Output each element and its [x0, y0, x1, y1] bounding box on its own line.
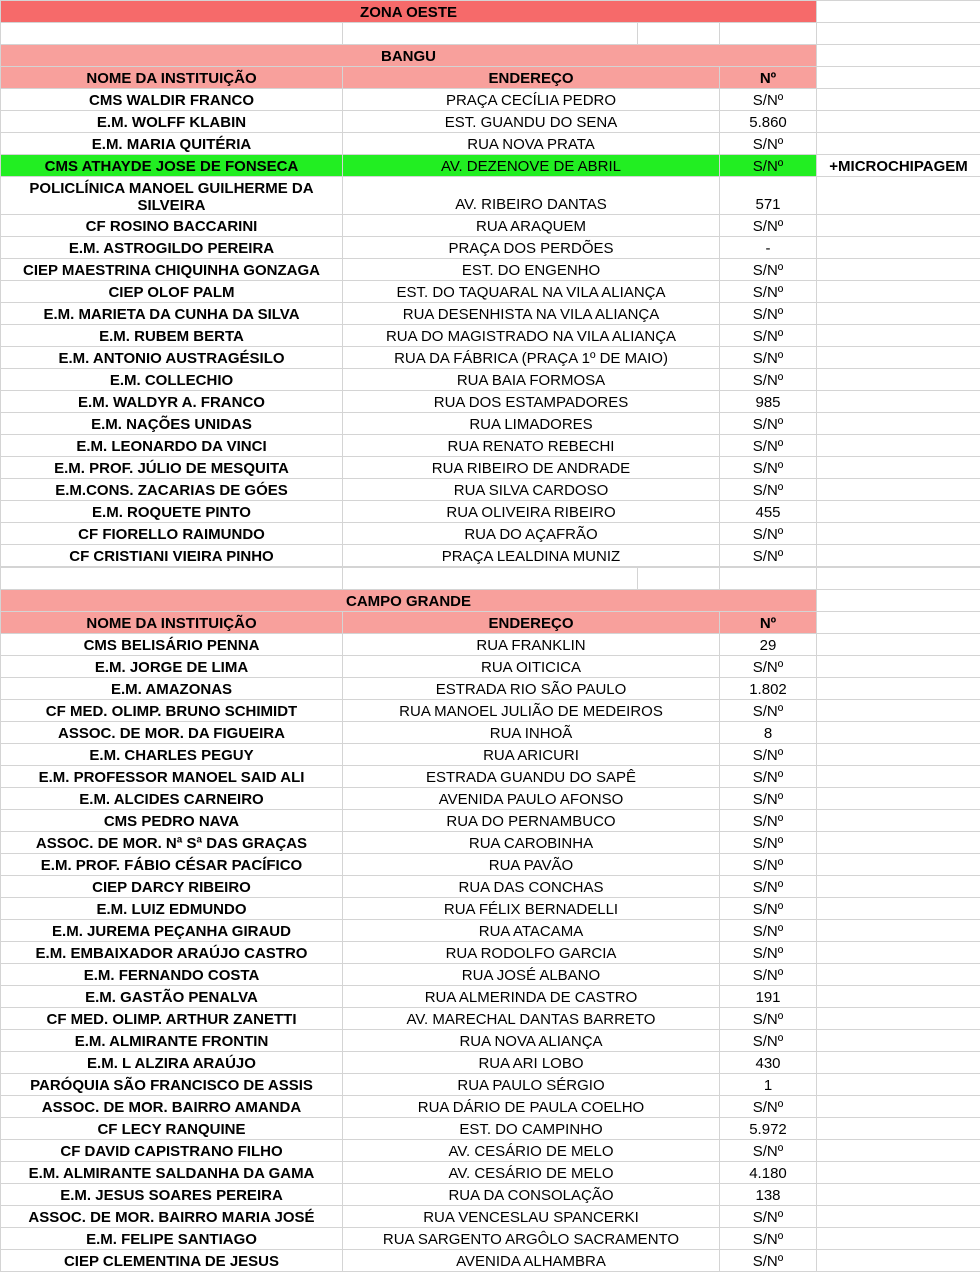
institution-name-cell[interactable]: ASSOC. DE MOR. Nª Sª DAS GRAÇAS — [1, 832, 343, 854]
empty-cell[interactable] — [817, 612, 980, 634]
empty-cell[interactable] — [817, 568, 980, 590]
table-row — [1, 1030, 980, 1052]
empty-cell[interactable] — [817, 656, 980, 678]
address-cell[interactable]: RUA DO MAGISTRADO NA VILA ALIANÇA — [343, 325, 720, 347]
institution-name-cell[interactable]: E.M. FELIPE SANTIAGO — [1, 1228, 343, 1250]
institution-name-cell[interactable]: CF MED. OLIMP. BRUNO SCHIMIDT — [1, 700, 343, 722]
zone-title[interactable]: ZONA OESTE — [1, 1, 817, 23]
empty-cell[interactable] — [817, 590, 980, 612]
table-row — [1, 347, 980, 369]
table-row — [1, 722, 980, 744]
institution-name-cell[interactable]: E.M.CONS. ZACARIAS DE GÓES — [1, 479, 343, 501]
empty-cell[interactable] — [638, 23, 720, 45]
section-title-row-bangu — [1, 45, 980, 67]
section-title-row-campo-grande — [1, 590, 980, 612]
empty-cell[interactable] — [817, 1052, 980, 1074]
institution-name-cell[interactable]: E.M. AMAZONAS — [1, 678, 343, 700]
table-row — [1, 457, 980, 479]
address-cell[interactable]: RUA ARI LOBO — [343, 1052, 720, 1074]
address-cell[interactable]: RUA DOS ESTAMPADORES — [343, 391, 720, 413]
table-row — [1, 1074, 980, 1096]
address-cell[interactable]: RUA FRANKLIN — [343, 634, 720, 656]
number-cell[interactable]: S/Nº — [720, 259, 817, 281]
spacer-row — [1, 568, 980, 590]
address-cell[interactable]: RUA SARGENTO ARGÔLO SACRAMENTO — [343, 1228, 720, 1250]
table-row — [1, 435, 980, 457]
number-cell[interactable]: 4.180 — [720, 1162, 817, 1184]
empty-cell[interactable] — [817, 347, 980, 369]
address-cell[interactable]: AV. RIBEIRO DANTAS — [343, 177, 720, 215]
table-row — [1, 766, 980, 788]
number-cell[interactable]: 571 — [720, 177, 817, 215]
table-row — [1, 1140, 980, 1162]
number-cell[interactable]: S/Nº — [720, 155, 817, 177]
number-cell[interactable]: S/Nº — [720, 325, 817, 347]
empty-cell[interactable] — [817, 1228, 980, 1250]
institution-name-cell[interactable]: E.M. ASTROGILDO PEREIRA — [1, 237, 343, 259]
number-cell[interactable]: S/Nº — [720, 810, 817, 832]
empty-cell[interactable] — [817, 678, 980, 700]
empty-cell[interactable] — [1, 568, 343, 590]
spreadsheet-table-campo-grande — [0, 567, 980, 1272]
number-cell[interactable]: S/Nº — [720, 1250, 817, 1272]
number-cell[interactable]: 5.972 — [720, 1118, 817, 1140]
number-cell[interactable]: S/Nº — [720, 1140, 817, 1162]
table-row — [1, 111, 980, 133]
institution-name-cell[interactable]: E.M. FERNANDO COSTA — [1, 964, 343, 986]
table-row — [1, 413, 980, 435]
institution-name-cell[interactable]: CF DAVID CAPISTRANO FILHO — [1, 1140, 343, 1162]
address-cell[interactable]: RUA OITICICA — [343, 656, 720, 678]
institution-name-cell[interactable]: E.M. GASTÃO PENALVA — [1, 986, 343, 1008]
number-cell[interactable]: 1 — [720, 1074, 817, 1096]
table-row — [1, 501, 980, 523]
address-cell[interactable]: RUA OLIVEIRA RIBEIRO — [343, 501, 720, 523]
address-cell[interactable]: RUA JOSÉ ALBANO — [343, 964, 720, 986]
address-cell[interactable]: EST. DO CAMPINHO — [343, 1118, 720, 1140]
empty-cell[interactable] — [817, 1162, 980, 1184]
number-cell[interactable]: S/Nº — [720, 744, 817, 766]
table-row — [1, 744, 980, 766]
institution-name-cell[interactable]: CF MED. OLIMP. ARTHUR ZANETTI — [1, 1008, 343, 1030]
address-cell[interactable]: RUA LIMADORES — [343, 413, 720, 435]
empty-cell[interactable] — [817, 634, 980, 656]
institution-name-cell[interactable]: E.M. CHARLES PEGUY — [1, 744, 343, 766]
empty-cell[interactable] — [817, 1250, 980, 1272]
column-header-row-bangu — [1, 67, 980, 89]
number-cell[interactable]: S/Nº — [720, 942, 817, 964]
number-cell[interactable]: S/Nº — [720, 920, 817, 942]
institution-name-cell[interactable]: E.M. PROF. JÚLIO DE MESQUITA — [1, 457, 343, 479]
empty-cell[interactable] — [817, 325, 980, 347]
table-row — [1, 788, 980, 810]
number-cell[interactable]: S/Nº — [720, 545, 817, 567]
empty-cell[interactable] — [817, 1008, 980, 1030]
column-header-row-campo-grande — [1, 612, 980, 634]
empty-cell[interactable] — [817, 133, 980, 155]
empty-cell[interactable] — [817, 391, 980, 413]
institution-name-cell[interactable]: E.M. L ALZIRA ARAÚJO — [1, 1052, 343, 1074]
address-cell[interactable]: RUA RODOLFO GARCIA — [343, 942, 720, 964]
table-row — [1, 1118, 980, 1140]
address-cell[interactable]: AV. DEZENOVE DE ABRIL — [343, 155, 720, 177]
address-cell[interactable]: AV. CESÁRIO DE MELO — [343, 1140, 720, 1162]
address-cell[interactable]: RUA INHOÃ — [343, 722, 720, 744]
institution-name-cell[interactable]: CMS PEDRO NAVA — [1, 810, 343, 832]
number-cell[interactable]: S/Nº — [720, 369, 817, 391]
empty-cell[interactable] — [817, 413, 980, 435]
empty-cell[interactable] — [817, 435, 980, 457]
institution-name-cell[interactable]: E.M. COLLECHIO — [1, 369, 343, 391]
number-cell[interactable]: S/Nº — [720, 876, 817, 898]
number-cell[interactable]: S/Nº — [720, 303, 817, 325]
institution-name-cell[interactable]: PARÓQUIA SÃO FRANCISCO DE ASSIS — [1, 1074, 343, 1096]
table-row — [1, 1008, 980, 1030]
institution-name-cell[interactable]: CIEP OLOF PALM — [1, 281, 343, 303]
address-cell[interactable]: RUA ALMERINDA DE CASTRO — [343, 986, 720, 1008]
number-cell[interactable]: S/Nº — [720, 133, 817, 155]
table-row — [1, 1184, 980, 1206]
table-row — [1, 523, 980, 545]
number-cell[interactable]: S/Nº — [720, 1206, 817, 1228]
table-row — [1, 369, 980, 391]
table-row — [1, 986, 980, 1008]
institution-name-cell[interactable]: CIEP CLEMENTINA DE JESUS — [1, 1250, 343, 1272]
spreadsheet-table — [0, 0, 980, 567]
address-cell[interactable]: RUA PAULO SÉRGIO — [343, 1074, 720, 1096]
table-row — [1, 964, 980, 986]
empty-cell[interactable] — [817, 501, 980, 523]
empty-cell[interactable] — [817, 23, 980, 45]
empty-cell[interactable] — [817, 810, 980, 832]
number-cell[interactable]: 138 — [720, 1184, 817, 1206]
empty-cell[interactable] — [817, 45, 980, 67]
empty-cell[interactable] — [817, 964, 980, 986]
table-row — [1, 854, 980, 876]
institution-name-cell[interactable]: E.M. NAÇÕES UNIDAS — [1, 413, 343, 435]
empty-cell[interactable] — [817, 303, 980, 325]
number-cell[interactable]: 191 — [720, 986, 817, 1008]
section-title-campo-grande[interactable]: CAMPO GRANDE — [1, 590, 817, 612]
table-row — [1, 1250, 980, 1272]
institution-name-cell[interactable]: ASSOC. DE MOR. BAIRRO MARIA JOSÉ — [1, 1206, 343, 1228]
table-row — [1, 177, 980, 215]
institution-name-cell[interactable]: ASSOC. DE MOR. BAIRRO AMANDA — [1, 1096, 343, 1118]
institution-name-cell[interactable]: E.M. LEONARDO DA VINCI — [1, 435, 343, 457]
institution-name-cell[interactable]: CMS WALDIR FRANCO — [1, 89, 343, 111]
empty-cell[interactable] — [817, 854, 980, 876]
number-cell[interactable]: S/Nº — [720, 457, 817, 479]
address-cell[interactable]: RUA ATACAMA — [343, 920, 720, 942]
institution-name-cell[interactable]: POLICLÍNICA MANOEL GUILHERME DA SILVEIRA — [1, 177, 343, 215]
number-cell[interactable]: S/Nº — [720, 215, 817, 237]
table-row — [1, 215, 980, 237]
number-cell[interactable]: S/Nº — [720, 964, 817, 986]
institution-name-cell[interactable]: E.M. JUREMA PEÇANHA GIRAUD — [1, 920, 343, 942]
institution-name-cell[interactable]: CF LECY RANQUINE — [1, 1118, 343, 1140]
institution-name-cell[interactable]: CMS BELISÁRIO PENNA — [1, 634, 343, 656]
empty-cell[interactable] — [343, 23, 638, 45]
empty-cell[interactable] — [817, 920, 980, 942]
number-cell[interactable]: 29 — [720, 634, 817, 656]
address-cell[interactable]: RUA NOVA ALIANÇA — [343, 1030, 720, 1052]
address-cell[interactable]: RUA ARAQUEM — [343, 215, 720, 237]
institution-name-cell[interactable]: E.M. LUIZ EDMUNDO — [1, 898, 343, 920]
empty-cell[interactable] — [638, 568, 720, 590]
number-cell[interactable]: S/Nº — [720, 523, 817, 545]
number-cell[interactable]: S/Nº — [720, 1096, 817, 1118]
empty-cell[interactable] — [343, 568, 638, 590]
table-row — [1, 810, 980, 832]
table-row — [1, 545, 980, 567]
empty-cell[interactable] — [817, 523, 980, 545]
institution-name-cell[interactable]: E.M. JORGE DE LIMA — [1, 656, 343, 678]
institution-name-cell[interactable]: E.M. ALCIDES CARNEIRO — [1, 788, 343, 810]
address-cell[interactable]: RUA DA CONSOLAÇÃO — [343, 1184, 720, 1206]
table-row — [1, 1206, 980, 1228]
address-cell[interactable]: EST. GUANDU DO SENA — [343, 111, 720, 133]
table-row — [1, 942, 980, 964]
column-header-number[interactable]: Nº — [720, 612, 817, 634]
section-title-bangu[interactable]: BANGU — [1, 45, 817, 67]
number-cell[interactable]: S/Nº — [720, 700, 817, 722]
address-cell[interactable]: RUA ARICURI — [343, 744, 720, 766]
institution-name-cell[interactable]: CIEP MAESTRINA CHIQUINHA GONZAGA — [1, 259, 343, 281]
address-cell[interactable]: PRAÇA DOS PERDÕES — [343, 237, 720, 259]
table-row — [1, 832, 980, 854]
empty-cell[interactable] — [817, 1184, 980, 1206]
institution-name-cell[interactable]: E.M. ALMIRANTE SALDANHA DA GAMA — [1, 1162, 343, 1184]
table-row — [1, 700, 980, 722]
empty-cell[interactable] — [817, 744, 980, 766]
table-row — [1, 634, 980, 656]
table-row — [1, 479, 980, 501]
empty-cell[interactable] — [817, 281, 980, 303]
table-row — [1, 303, 980, 325]
address-cell[interactable]: RUA DESENHISTA NA VILA ALIANÇA — [343, 303, 720, 325]
number-cell[interactable]: S/Nº — [720, 89, 817, 111]
institution-name-cell[interactable]: E.M. PROF. FÁBIO CÉSAR PACÍFICO — [1, 854, 343, 876]
table-row — [1, 259, 980, 281]
empty-cell[interactable] — [817, 1118, 980, 1140]
address-cell[interactable]: RUA CAROBINHA — [343, 832, 720, 854]
number-cell[interactable]: S/Nº — [720, 898, 817, 920]
institution-name-cell[interactable]: E.M. EMBAIXADOR ARAÚJO CASTRO — [1, 942, 343, 964]
empty-cell[interactable] — [1, 23, 343, 45]
column-header-address[interactable]: ENDEREÇO — [343, 67, 720, 89]
institution-name-cell[interactable]: CMS ATHAYDE JOSE DE FONSECA — [1, 155, 343, 177]
address-cell[interactable]: RUA DO AÇAFRÃO — [343, 523, 720, 545]
address-cell[interactable]: RUA VENCESLAU SPANCERKI — [343, 1206, 720, 1228]
empty-cell[interactable] — [817, 67, 980, 89]
table-row — [1, 325, 980, 347]
address-cell[interactable]: AV. CESÁRIO DE MELO — [343, 1162, 720, 1184]
institution-name-cell[interactable]: E.M. WOLFF KLABIN — [1, 111, 343, 133]
number-cell[interactable]: 5.860 — [720, 111, 817, 133]
table-row — [1, 391, 980, 413]
column-header-name[interactable]: NOME DA INSTITUIÇÃO — [1, 612, 343, 634]
table-row — [1, 1052, 980, 1074]
institution-name-cell[interactable]: E.M. JESUS SOARES PEREIRA — [1, 1184, 343, 1206]
empty-cell[interactable] — [817, 876, 980, 898]
address-cell[interactable]: RUA DA FÁBRICA (PRAÇA 1º DE MAIO) — [343, 347, 720, 369]
address-cell[interactable]: RUA FÉLIX BERNADELLI — [343, 898, 720, 920]
address-cell[interactable]: AV. MARECHAL DANTAS BARRETO — [343, 1008, 720, 1030]
number-cell[interactable]: 1.802 — [720, 678, 817, 700]
empty-cell[interactable] — [817, 111, 980, 133]
empty-cell[interactable] — [817, 722, 980, 744]
number-cell[interactable]: S/Nº — [720, 479, 817, 501]
address-cell[interactable]: RUA SILVA CARDOSO — [343, 479, 720, 501]
address-cell[interactable]: RUA DAS CONCHAS — [343, 876, 720, 898]
empty-cell[interactable] — [817, 479, 980, 501]
number-cell[interactable]: S/Nº — [720, 281, 817, 303]
table-row — [1, 1162, 980, 1184]
empty-cell[interactable] — [817, 457, 980, 479]
empty-cell[interactable] — [817, 259, 980, 281]
empty-cell[interactable] — [817, 369, 980, 391]
number-cell[interactable]: 455 — [720, 501, 817, 523]
institution-name-cell[interactable]: CF ROSINO BACCARINI — [1, 215, 343, 237]
number-cell[interactable]: S/Nº — [720, 788, 817, 810]
empty-cell[interactable] — [817, 1140, 980, 1162]
address-cell[interactable]: PRAÇA LEALDINA MUNIZ — [343, 545, 720, 567]
empty-cell[interactable] — [817, 942, 980, 964]
address-cell[interactable]: PRAÇA CECÍLIA PEDRO — [343, 89, 720, 111]
address-cell[interactable]: ESTRADA RIO SÃO PAULO — [343, 678, 720, 700]
institution-name-cell[interactable]: E.M. MARIETA DA CUNHA DA SILVA — [1, 303, 343, 325]
number-cell[interactable]: 8 — [720, 722, 817, 744]
institution-name-cell[interactable]: E.M. ANTONIO AUSTRAGÉSILO — [1, 347, 343, 369]
number-cell[interactable]: S/Nº — [720, 854, 817, 876]
number-cell[interactable]: S/Nº — [720, 413, 817, 435]
column-header-number[interactable]: Nº — [720, 67, 817, 89]
number-cell[interactable]: S/Nº — [720, 832, 817, 854]
empty-cell[interactable] — [817, 700, 980, 722]
number-cell[interactable]: 985 — [720, 391, 817, 413]
address-cell[interactable]: RUA RENATO REBECHI — [343, 435, 720, 457]
empty-cell[interactable] — [817, 832, 980, 854]
number-cell[interactable]: - — [720, 237, 817, 259]
empty-cell[interactable] — [720, 23, 817, 45]
table-row — [1, 678, 980, 700]
empty-cell[interactable] — [817, 766, 980, 788]
institution-name-cell[interactable]: E.M. PROFESSOR MANOEL SAID ALI — [1, 766, 343, 788]
table-row — [1, 898, 980, 920]
number-cell[interactable]: S/Nº — [720, 1228, 817, 1250]
address-cell[interactable]: RUA DÁRIO DE PAULA COELHO — [343, 1096, 720, 1118]
table-row — [1, 133, 980, 155]
spacer-row — [1, 23, 980, 45]
institution-name-cell[interactable]: CIEP DARCY RIBEIRO — [1, 876, 343, 898]
institution-name-cell[interactable]: E.M. WALDYR A. FRANCO — [1, 391, 343, 413]
address-cell[interactable]: RUA MANOEL JULIÃO DE MEDEIROS — [343, 700, 720, 722]
address-cell[interactable]: RUA DO PERNAMBUCO — [343, 810, 720, 832]
empty-cell[interactable] — [817, 986, 980, 1008]
table-row — [1, 876, 980, 898]
institution-name-cell[interactable]: ASSOC. DE MOR. DA FIGUEIRA — [1, 722, 343, 744]
address-cell[interactable]: AVENIDA ALHAMBRA — [343, 1250, 720, 1272]
table-row — [1, 89, 980, 111]
empty-cell[interactable] — [720, 568, 817, 590]
column-header-address[interactable]: ENDEREÇO — [343, 612, 720, 634]
institution-name-cell[interactable]: CF FIORELLO RAIMUNDO — [1, 523, 343, 545]
number-cell[interactable]: S/Nº — [720, 656, 817, 678]
number-cell[interactable]: S/Nº — [720, 1008, 817, 1030]
address-cell[interactable]: RUA RIBEIRO DE ANDRADE — [343, 457, 720, 479]
table-row — [1, 155, 980, 177]
address-cell[interactable]: RUA NOVA PRATA — [343, 133, 720, 155]
address-cell[interactable]: EST. DO TAQUARAL NA VILA ALIANÇA — [343, 281, 720, 303]
institution-name-cell[interactable]: E.M. RUBEM BERTA — [1, 325, 343, 347]
empty-cell[interactable] — [817, 1074, 980, 1096]
table-row — [1, 920, 980, 942]
empty-cell[interactable] — [817, 1, 980, 23]
empty-cell[interactable] — [817, 1030, 980, 1052]
number-cell[interactable]: S/Nº — [720, 1030, 817, 1052]
table-row — [1, 656, 980, 678]
empty-cell[interactable] — [817, 177, 980, 215]
address-cell[interactable]: ESTRADA GUANDU DO SAPÊ — [343, 766, 720, 788]
institution-name-cell[interactable]: E.M. ALMIRANTE FRONTIN — [1, 1030, 343, 1052]
empty-cell[interactable] — [817, 898, 980, 920]
empty-cell[interactable] — [817, 89, 980, 111]
empty-cell[interactable] — [817, 545, 980, 567]
note-cell[interactable]: +MICROCHIPAGEM — [817, 155, 980, 177]
address-cell[interactable]: EST. DO ENGENHO — [343, 259, 720, 281]
empty-cell[interactable] — [817, 237, 980, 259]
institution-name-cell[interactable]: E.M. ROQUETE PINTO — [1, 501, 343, 523]
number-cell[interactable]: S/Nº — [720, 347, 817, 369]
table-row — [1, 237, 980, 259]
number-cell[interactable]: S/Nº — [720, 435, 817, 457]
zone-title-row — [1, 1, 980, 23]
column-header-name[interactable]: NOME DA INSTITUIÇÃO — [1, 67, 343, 89]
institution-name-cell[interactable]: E.M. MARIA QUITÉRIA — [1, 133, 343, 155]
table-row — [1, 1228, 980, 1250]
number-cell[interactable]: S/Nº — [720, 766, 817, 788]
number-cell[interactable]: 430 — [720, 1052, 817, 1074]
address-cell[interactable]: RUA PAVÃO — [343, 854, 720, 876]
table-row — [1, 1096, 980, 1118]
table-row — [1, 281, 980, 303]
address-cell[interactable]: RUA BAIA FORMOSA — [343, 369, 720, 391]
empty-cell[interactable] — [817, 788, 980, 810]
empty-cell[interactable] — [817, 215, 980, 237]
address-cell[interactable]: AVENIDA PAULO AFONSO — [343, 788, 720, 810]
institution-name-cell[interactable]: CF CRISTIANI VIEIRA PINHO — [1, 545, 343, 567]
empty-cell[interactable] — [817, 1096, 980, 1118]
empty-cell[interactable] — [817, 1206, 980, 1228]
